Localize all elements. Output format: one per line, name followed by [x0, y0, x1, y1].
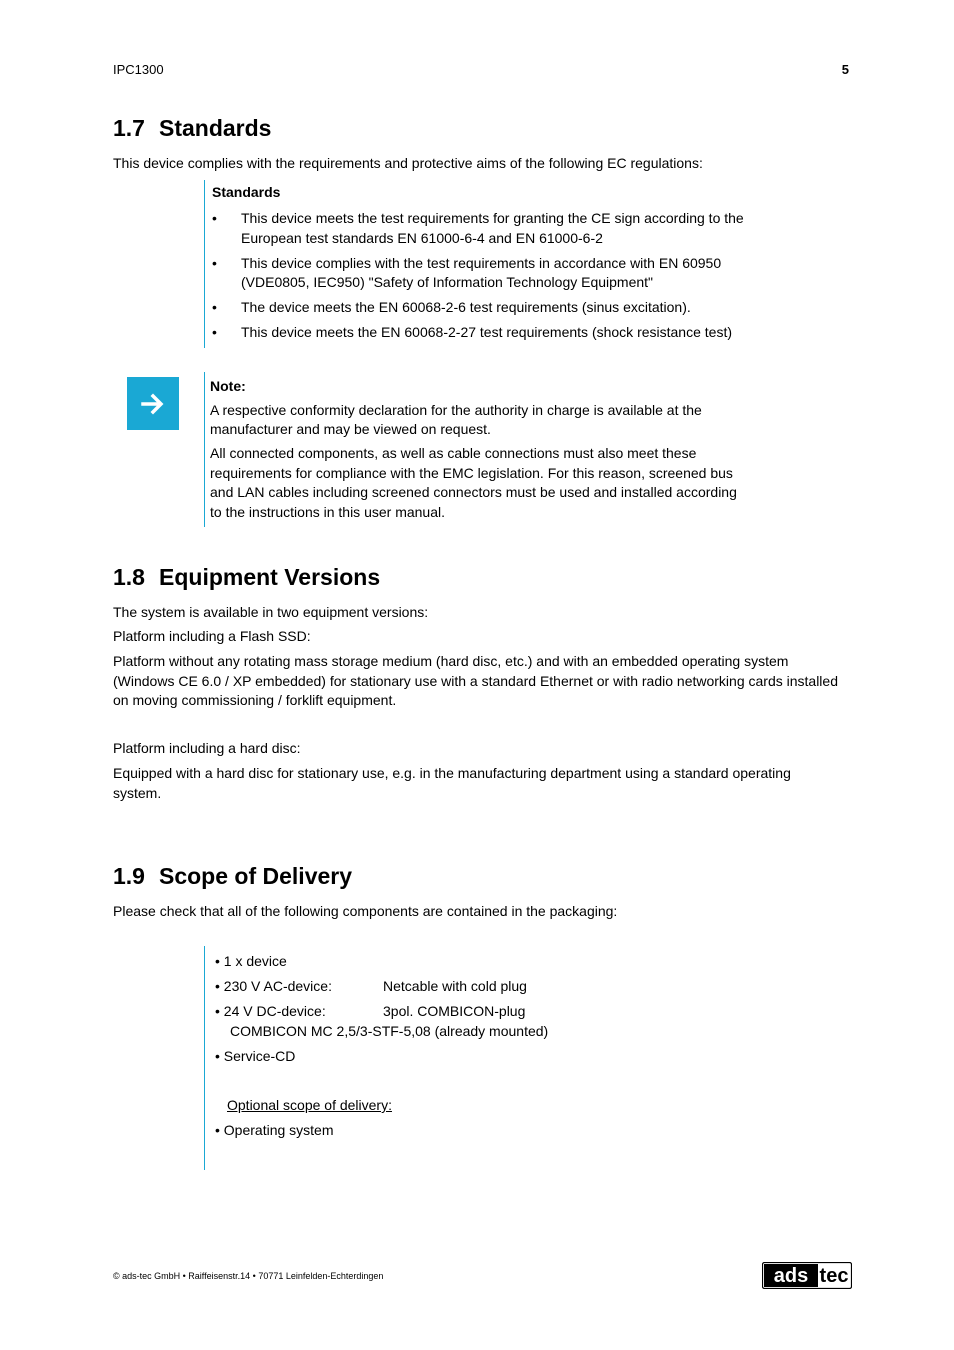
standards-box-heading: Standards — [212, 184, 281, 200]
standards-list — [212, 209, 792, 348]
ads-tec-logo — [762, 1262, 852, 1289]
paragraph: Equipped with a hard disc for stationary use, e.g. in the manufacturing department using a standard operating system. — [113, 765, 791, 801]
document-id: IPC1300 — [113, 62, 164, 77]
section-number: 1.8 — [113, 564, 145, 590]
paragraph: The system is available in two equipment versions: — [113, 604, 429, 620]
svg-text:tec: tec — [819, 1265, 849, 1287]
svg-text:ads: ads — [773, 1265, 809, 1287]
list-item: • This device meets the EN 60068-2-27 test requirements (shock resistance test) — [212, 324, 732, 340]
note-paragraph: A respective conformity declaration for the authority in charge is available at the manufacturer and may be viewed on request. — [210, 401, 702, 437]
note-heading: Note: — [210, 378, 246, 394]
list-item-continuation: COMBICON MC 2,5/3-STF-5,08 (already mounted) — [230, 1023, 549, 1039]
page-number: 5 — [841, 62, 849, 77]
note-arrow-icon — [127, 377, 179, 430]
optional-heading: Optional scope of delivery: — [227, 1097, 392, 1113]
section-number: 1.9 — [113, 863, 145, 889]
list-item: • This device meets the test requirements for granting the CE sign according to the European test standards EN 61000-6-4 and EN 61000-6-2 — [212, 210, 744, 246]
paragraph: Platform including a hard disc: — [113, 740, 301, 756]
note-paragraph: All connected components, as well as cable connections must also meet these requirements for compliance with the EMC legislation. For this reason, screened bus and LAN cables including screened connectors must be used and installed according to the instructions in this user manual. — [210, 445, 737, 520]
paragraph: Please check that all of the following components are contained in the packaging: — [113, 903, 618, 919]
item-label: • 230 V AC-device: — [215, 978, 332, 994]
section-title-equipment-versions — [113, 564, 380, 591]
delivery-box-bar — [204, 946, 205, 1170]
section-title-standards — [113, 115, 271, 142]
item-value: Netcable with cold plug — [383, 978, 527, 994]
note-box — [210, 377, 750, 527]
standards-intro: This device complies with the requirements and protective aims of the following EC regulations: — [113, 155, 703, 171]
section-title-text: Standards — [159, 115, 272, 141]
item-label: • 24 V DC-device: — [215, 1003, 326, 1019]
list-item: • This device complies with the test requirements in accordance with EN 60950 (VDE0805, IEC950) "Safety of Information Technology Equipment" — [212, 254, 722, 290]
list-item: • Service-CD — [215, 1048, 296, 1064]
list-item: • The device meets the EN 60068-2-6 test requirements (sinus excitation). — [212, 299, 691, 315]
footer-text: © ads-tec GmbH • Raiffeisenstr.14 • 70771 Leinfelden-Echterdingen — [113, 1271, 384, 1281]
paragraph: Platform without any rotating mass storage medium (hard disc, etc.) and with an embedded operating system (Windows CE 6.0 / XP embedded) for stationary use with a standard Ethernet or with radio networking cards installed on moving commissioning / forklift equipment. — [113, 653, 838, 708]
list-item — [215, 977, 527, 997]
standards-box-bar — [204, 180, 205, 348]
paragraph: Platform including a Flash SSD: — [113, 628, 311, 644]
item-value: 3pol. COMBICON-plug — [383, 1003, 526, 1019]
section-title-scope-of-delivery — [113, 863, 352, 890]
note-box-bar — [204, 372, 205, 527]
section-number: 1.7 — [113, 115, 145, 141]
list-item — [215, 1002, 526, 1022]
section-title-text: Equipment Versions — [159, 564, 381, 590]
list-item: • 1 x device — [215, 953, 287, 969]
section-title-text: Scope of Delivery — [159, 863, 353, 889]
list-item: • Operating system — [215, 1122, 334, 1138]
